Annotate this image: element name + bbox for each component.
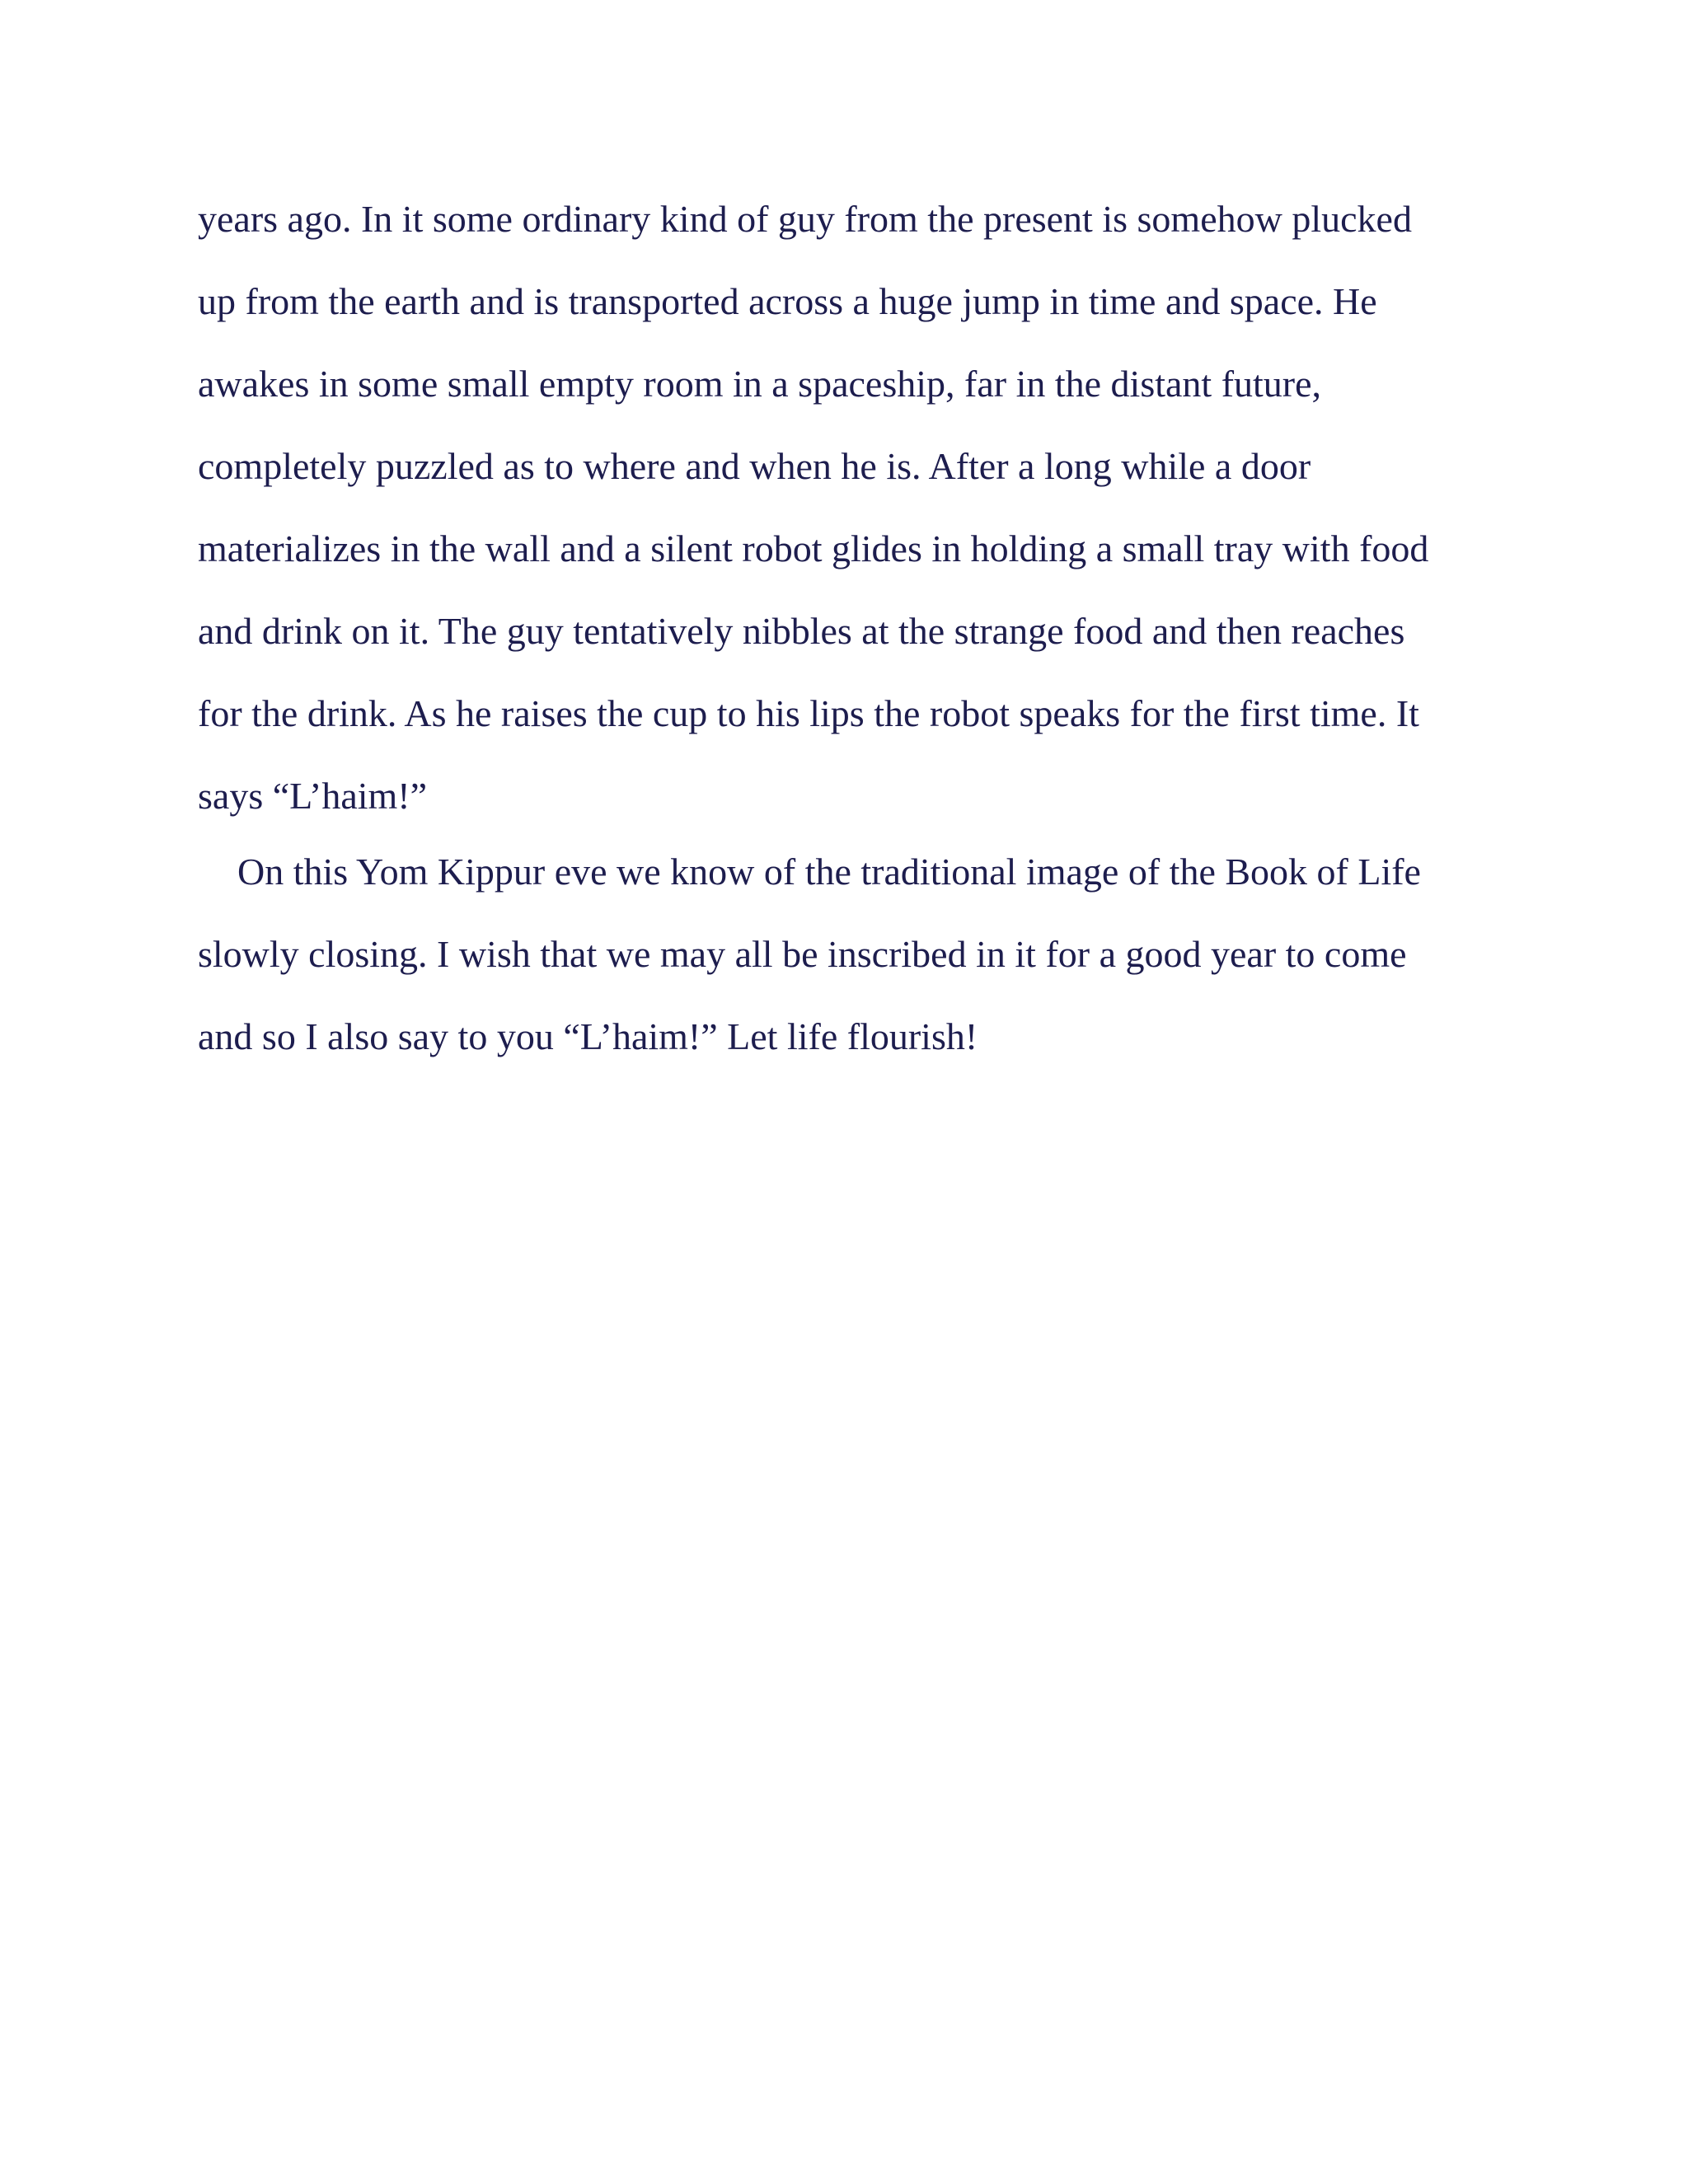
text-line: awakes in some small empty room in a spaceship, far in the distant future,	[198, 363, 1322, 405]
text-line: years ago. In it some ordinary kind of guy from the present is somehow plucked	[198, 198, 1412, 240]
text-line: completely puzzled as to where and when he is. After a long while a door	[198, 445, 1311, 487]
text-line: says “L’haim!”	[198, 775, 428, 817]
text-line: and drink on it. The guy tentatively nibbles at the strange food and then reaches	[198, 610, 1405, 652]
text-line: for the drink. As he raises the cup to his lips the robot speaks for the first time. It	[198, 692, 1419, 734]
text-line: and so I also say to you “L’haim!” Let life flourish!	[198, 1015, 978, 1057]
paragraph-start-line: On this Yom Kippur eve we know of the traditional image of the Book of Life	[237, 851, 1421, 893]
text-line: slowly closing. I wish that we may all be inscribed in it for a good year to come	[198, 933, 1407, 975]
text-line: materializes in the wall and a silent robot glides in holding a small tray with food	[198, 527, 1429, 569]
body-text	[198, 191, 1517, 1091]
text-line: up from the earth and is transported across a huge jump in time and space. He	[198, 280, 1377, 322]
